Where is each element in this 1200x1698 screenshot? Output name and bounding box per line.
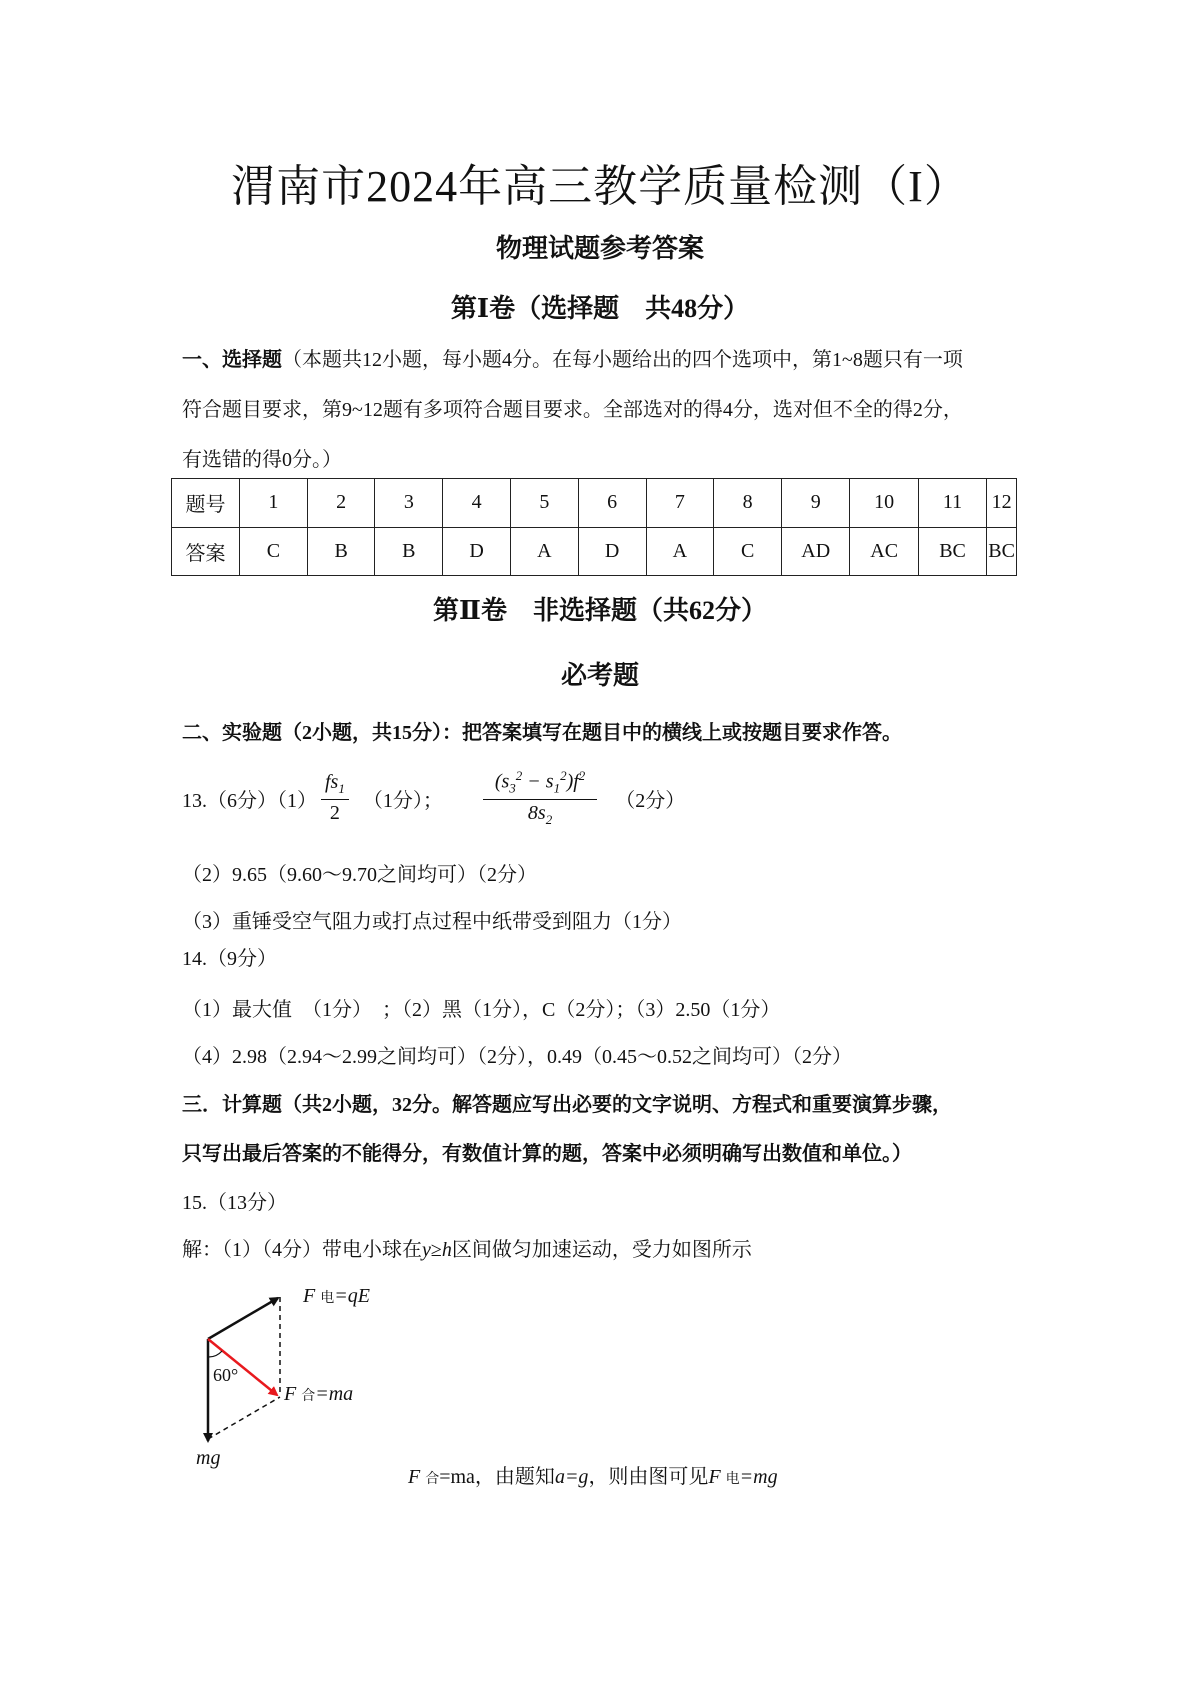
answer-table <box>171 478 1017 576</box>
experiment-heading: 二、实验题（2小题，共15分）：把答案填写在题目中的横线上或按题目要求作答。 <box>182 722 902 744</box>
conclusion-a: =ma，由题知 <box>439 1466 555 1488</box>
f-electric-arrow <box>208 1298 278 1339</box>
number-cell: 7 <box>646 479 714 528</box>
frac1-denominator: 2 <box>329 802 340 824</box>
label-fh-eq: =ma <box>315 1383 354 1405</box>
q15-solution-b: 区间做匀加速运动，受力如图所示 <box>451 1239 752 1261</box>
frac2-denominator: 8s <box>527 801 546 824</box>
label-fe-f: F <box>303 1285 316 1307</box>
number-cell: 6 <box>578 479 646 528</box>
label-f-electric <box>303 1285 370 1308</box>
intro-line-1 <box>182 343 963 372</box>
q13-fraction-2 <box>483 768 597 828</box>
frac2-den-sub: 2 <box>545 811 553 827</box>
number-cell: 2 <box>307 479 375 528</box>
dashed-side-diagonal <box>208 1397 280 1439</box>
frac2-sup-c: 2 <box>578 768 586 784</box>
conclusion-b: ，则由图可见 <box>588 1466 709 1488</box>
answer-cell: A <box>646 527 714 576</box>
q13-line-2: （2）9.65（9.60～9.70之间均可）（2分） <box>182 864 537 886</box>
q13-fraction-1 <box>321 771 349 825</box>
q13-score-2: （2分） <box>615 789 686 812</box>
answer-cell: B <box>375 527 443 576</box>
answer-cell: BC <box>918 527 986 576</box>
number-cell: 8 <box>714 479 782 528</box>
number-cell: 5 <box>510 479 578 528</box>
required-heading: 必考题 <box>560 661 639 690</box>
answer-cell: AD <box>781 527 849 576</box>
label-fe-eq: =qE <box>334 1285 370 1307</box>
q13-prefix: 13.（6分）（1） <box>182 789 317 812</box>
calc-heading-line-1: 三．计算题（共2小题，32分。解答题应写出必要的文字说明、方程式和重要演算步骤， <box>182 1094 952 1116</box>
q15-solution-line <box>182 1233 752 1262</box>
frac1-sub: 1 <box>338 781 345 796</box>
conclusion-sub2: 电 <box>725 1472 740 1487</box>
q13-score-1: （1分）； <box>362 789 443 812</box>
answer-cell: C <box>240 527 308 576</box>
page-subtitle: 物理试题参考答案 <box>495 234 704 263</box>
conclusion-aeg: a=g <box>554 1466 589 1488</box>
conclusion-f2: F <box>708 1466 721 1488</box>
intro-line-3: 有选错的得0分。） <box>182 449 342 471</box>
part1-heading: 第Ⅰ卷（选择题 共48分） <box>450 294 750 323</box>
label-mg: mg <box>196 1447 221 1469</box>
answer-cell: A <box>510 527 578 576</box>
label-fh-sub: 合 <box>301 1389 316 1404</box>
q15-var-y: y <box>422 1239 431 1261</box>
frac1-numerator: fs <box>325 771 339 793</box>
number-cell: 10 <box>850 479 918 528</box>
frac2-mid: − s <box>522 770 554 793</box>
q13-line-1 <box>182 768 685 828</box>
conclusion-f: F <box>408 1466 421 1488</box>
number-cell: 9 <box>781 479 849 528</box>
intro-bold: 一、选择题 <box>182 349 282 371</box>
number-cell: 3 <box>375 479 443 528</box>
q13-line-3: （3）重锤受空气阻力或打点过程中纸带受到阻力（1分） <box>182 911 682 933</box>
frac2-part-a: (s <box>494 770 510 793</box>
frac2-sub1: 1 <box>553 780 561 796</box>
q14-line-1: （1）最大值 （1分） ；（2）黑（1分），C（2分）；（3）2.50（1分） <box>182 999 781 1021</box>
label-angle: 60° <box>213 1365 239 1385</box>
number-cell: 12 <box>987 479 1017 528</box>
label-f-resultant <box>284 1383 353 1406</box>
answer-cell: B <box>307 527 375 576</box>
number-cell: 4 <box>443 479 511 528</box>
number-cell: 11 <box>918 479 986 528</box>
answer-cell: D <box>443 527 511 576</box>
table-row-answers <box>172 527 1017 576</box>
q15-head: 15.（13分） <box>182 1192 287 1214</box>
conclusion-c: =mg <box>739 1466 778 1488</box>
label-fh-f: F <box>284 1383 297 1405</box>
conclusion-sub1: 合 <box>425 1472 440 1487</box>
calc-heading-line-2: 只写出最后答案的不能得分，有数值计算的题，答案中必须明确写出数值和单位。） <box>182 1143 912 1165</box>
table-row-numbers <box>172 479 1017 528</box>
frac2-sup-a: 2 <box>515 768 523 784</box>
part2-heading: 第Ⅱ卷 非选择题（共62分） <box>433 596 767 625</box>
answer-cell: AC <box>850 527 918 576</box>
answer-cell: C <box>714 527 782 576</box>
q15-solution-a: 解：（1）（4分）带电小球在 <box>182 1239 422 1261</box>
frac2-sup-b: 2 <box>560 768 567 784</box>
q14-line-2: （4）2.98（2.94～2.99之间均可）（2分），0.49（0.45～0.52之间均可）（2分） <box>182 1046 852 1068</box>
angle-arc <box>208 1351 222 1357</box>
page-title: 渭南市2024年高三教学质量检测（I） <box>231 162 969 211</box>
intro-line-2: 符合题目要求，第9~12题有多项符合题目要求。全部选对的得4分，选对但不全的得2分， <box>182 399 963 421</box>
answer-cell: D <box>578 527 646 576</box>
frac2-sub3: 3 <box>509 780 516 796</box>
frac2-part-b: )f <box>566 770 579 793</box>
row-label-number: 题号 <box>172 479 240 528</box>
q15-ge: ≥ <box>430 1239 442 1261</box>
row-label-answer: 答案 <box>172 527 240 576</box>
answer-cell: BC <box>987 527 1017 576</box>
q14-head: 14.（9分） <box>182 948 277 970</box>
conclusion-line <box>408 1460 778 1489</box>
intro-text-1: （本题共12小题，每小题4分。在每小题给出的四个选项中，第1~8题只有一项 <box>282 349 963 371</box>
label-fe-sub: 电 <box>320 1291 335 1306</box>
q15-var-h: h <box>441 1239 452 1261</box>
number-cell: 1 <box>240 479 308 528</box>
